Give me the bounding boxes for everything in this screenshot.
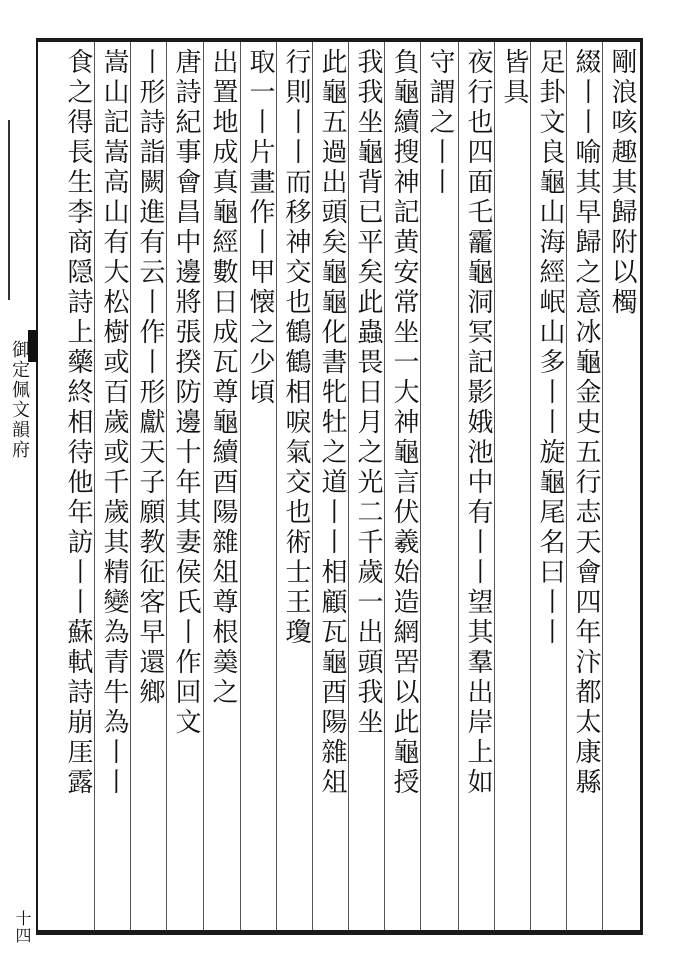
gutter-title: 御定佩文韻府 [9,340,30,460]
bottom-border-rule [36,930,642,935]
gutter-line [8,120,34,300]
left-border-rule [36,38,38,935]
page-gutter [0,40,36,944]
right-margin [643,40,682,930]
text-column-2: 綴丨丨喻其早歸之意冰龜金史五行志天會四年汴都太康縣 [571,48,601,798]
column-divider [458,42,459,930]
text-column-4: 皆具 [499,48,529,108]
text-column-5: 夜行也四面乇靇龜洞冥記影娥池中有丨丨望其羣出岸上如 [463,48,493,798]
text-column-7: 負龜續搜神記黄安常坐一大神龜言伏羲始造網罟以此龜授 [389,48,419,798]
text-column-13: 唐詩紀事會昌中邊將張揆防邊十年其妻侯氏丨作回文 [171,48,201,738]
text-column-16: 食之得長生李商隠詩上藥終相待他年訪丨丨蘇軾詩崩厓露 [63,48,93,798]
text-column-3: 足卦文良龜山海經岷山多丨丨旋龜尾名曰丨丨 [535,48,565,648]
text-column-15: 嵩山記嵩高山有大松樹或百歲或千歲其精變為青牛為丨丨 [99,48,129,798]
folio-number: 十四 [13,910,32,944]
text-column-6: 守謂之丨丨 [425,48,455,198]
top-border-rule [36,38,642,42]
text-column-9: 此龜五過出頭矣龜龜化書牝牡之道丨丨相顧瓦龜酉陽雜俎 [317,48,347,798]
text-column-14: 丨形詩詣闕進有云丨作丨形獻天子願教征客早還鄉 [135,48,165,708]
text-column-10: 行則丨丨而移神交也鶴鶴相唳氣交也術士王瓊 [281,48,311,648]
text-column-12: 出置地成真龜經數日成瓦尊龜續酉陽雜俎尊根羮之 [208,48,238,708]
text-column-11: 取一丨片畫作丨甲懐之少頃 [245,48,275,408]
text-column-1: 剛浪咳趣其歸附以㯮 [607,48,637,318]
text-column-8: 我我坐龜背已平矣此蟲畏日月之光二千歲一出頭我坐 [353,48,383,738]
